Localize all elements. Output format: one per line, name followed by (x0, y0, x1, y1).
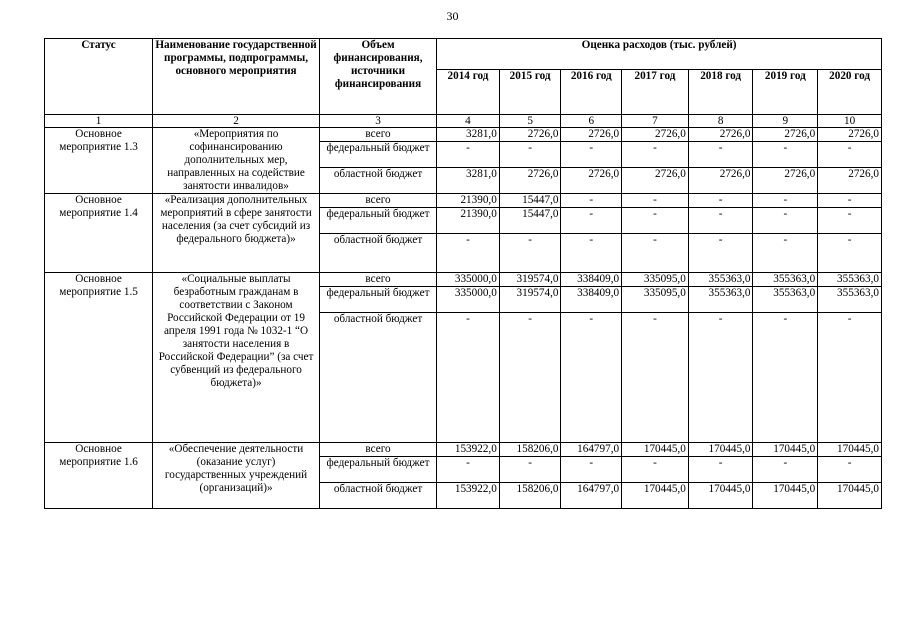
table-row (45, 128, 882, 142)
source-label: областной бюджет (319, 234, 436, 273)
value-cell: - (753, 234, 818, 273)
source-label: федеральный бюджет (319, 142, 436, 168)
row-name: «Реализация дополнительных мероприятий в сфере занятости населения (за счет субсидий из федерального бюджета)» (153, 194, 320, 273)
value-cell: - (622, 313, 689, 443)
header-status: Статус (45, 39, 153, 115)
value-cell: 3281,0 (437, 128, 500, 142)
column-number-3: 3 (319, 115, 436, 128)
value-cell: - (818, 313, 882, 443)
value-cell: 153922,0 (437, 443, 500, 457)
value-cell: 15447,0 (499, 208, 561, 234)
column-number-5: 5 (499, 115, 561, 128)
value-cell: - (561, 234, 622, 273)
column-number-4: 4 (437, 115, 500, 128)
value-cell: 170445,0 (753, 483, 818, 509)
value-cell: - (499, 234, 561, 273)
header-year-5: 2018 год (688, 70, 753, 115)
value-cell: - (499, 142, 561, 168)
source-label: федеральный бюджет (319, 287, 436, 313)
value-cell: - (818, 142, 882, 168)
value-cell: 338409,0 (561, 287, 622, 313)
value-cell: - (818, 234, 882, 273)
value-cell: 319574,0 (499, 273, 561, 287)
row-name: «Социальные выплаты безработным гражданам в соответствии с Законом Российской Федерации от 19 апреля 1991 года № 1032-1 “О занятости населения в Российской Федерации” (за счет субвенций из федерального бюджета)» (153, 273, 320, 443)
value-cell: - (753, 457, 818, 483)
source-label: всего (319, 273, 436, 287)
value-cell: 355363,0 (818, 273, 882, 287)
header-year-7: 2020 год (818, 70, 882, 115)
column-number-2: 2 (153, 115, 320, 128)
source-label: областной бюджет (319, 168, 436, 194)
value-cell: - (688, 194, 753, 208)
value-cell: 158206,0 (499, 483, 561, 509)
value-cell: 2726,0 (561, 128, 622, 142)
value-cell: 2726,0 (499, 128, 561, 142)
row-status: Основное мероприятие 1.5 (45, 273, 153, 443)
value-cell: 164797,0 (561, 443, 622, 457)
value-cell: - (688, 313, 753, 443)
value-cell: - (818, 457, 882, 483)
value-cell: 21390,0 (437, 194, 500, 208)
value-cell: - (753, 313, 818, 443)
value-cell: - (561, 457, 622, 483)
value-cell: 170445,0 (622, 443, 689, 457)
header-year-2: 2015 год (499, 70, 561, 115)
header-name: Наименование государственной программы, подпрограммы, основного мероприятия (153, 39, 320, 115)
value-cell: - (622, 208, 689, 234)
value-cell: - (437, 234, 500, 273)
value-cell: 335095,0 (622, 273, 689, 287)
value-cell: 355363,0 (818, 287, 882, 313)
value-cell: 170445,0 (818, 483, 882, 509)
value-cell: - (688, 457, 753, 483)
header-year-3: 2016 год (561, 70, 622, 115)
value-cell: 2726,0 (688, 168, 753, 194)
value-cell: - (688, 208, 753, 234)
value-cell: - (622, 142, 689, 168)
value-cell: - (561, 142, 622, 168)
source-label: всего (319, 194, 436, 208)
value-cell: 153922,0 (437, 483, 500, 509)
value-cell: 335000,0 (437, 273, 500, 287)
value-cell: 335000,0 (437, 287, 500, 313)
row-status: Основное мероприятие 1.4 (45, 194, 153, 273)
value-cell: - (688, 234, 753, 273)
value-cell: - (561, 194, 622, 208)
value-cell: 355363,0 (753, 287, 818, 313)
value-cell: 170445,0 (622, 483, 689, 509)
value-cell: 2726,0 (622, 128, 689, 142)
value-cell: - (437, 142, 500, 168)
value-cell: - (437, 457, 500, 483)
row-name: «Мероприятия по софинансированию дополнительных мер, направленных на содействие занятости инвалидов» (153, 128, 320, 194)
table-row (45, 273, 882, 287)
budget-table (44, 38, 882, 509)
column-number-8: 8 (688, 115, 753, 128)
value-cell: 170445,0 (688, 483, 753, 509)
value-cell: 15447,0 (499, 194, 561, 208)
value-cell: 2726,0 (818, 128, 882, 142)
row-status: Основное мероприятие 1.6 (45, 443, 153, 509)
value-cell: - (499, 457, 561, 483)
row-status: Основное мероприятие 1.3 (45, 128, 153, 194)
source-label: областной бюджет (319, 313, 436, 443)
value-cell: 170445,0 (753, 443, 818, 457)
page-number: 30 (446, 9, 459, 23)
source-label: всего (319, 443, 436, 457)
value-cell: 355363,0 (688, 273, 753, 287)
header-volume: Объем финансирования, источники финансирования (319, 39, 436, 115)
column-number-6: 6 (561, 115, 622, 128)
column-number-10: 10 (818, 115, 882, 128)
value-cell: 21390,0 (437, 208, 500, 234)
column-number-9: 9 (753, 115, 818, 128)
source-label: федеральный бюджет (319, 457, 436, 483)
value-cell: 2726,0 (818, 168, 882, 194)
header-estimate: Оценка расходов (тыс. рублей) (437, 39, 882, 70)
value-cell: - (622, 457, 689, 483)
header-year-6: 2019 год (753, 70, 818, 115)
header-year-1: 2014 год (437, 70, 500, 115)
value-cell: 2726,0 (753, 168, 818, 194)
value-cell: - (499, 313, 561, 443)
value-cell: - (818, 194, 882, 208)
value-cell: 319574,0 (499, 287, 561, 313)
value-cell: 164797,0 (561, 483, 622, 509)
value-cell: - (622, 194, 689, 208)
source-label: всего (319, 128, 436, 142)
value-cell: - (753, 208, 818, 234)
value-cell: 338409,0 (561, 273, 622, 287)
value-cell: 158206,0 (499, 443, 561, 457)
value-cell: 355363,0 (688, 287, 753, 313)
value-cell: 335095,0 (622, 287, 689, 313)
row-name: «Обеспечение деятельности (оказание услуг) государственных учреждений (организаций)» (153, 443, 320, 509)
value-cell: - (753, 142, 818, 168)
value-cell: 2726,0 (688, 128, 753, 142)
table-row (45, 443, 882, 457)
value-cell: 170445,0 (688, 443, 753, 457)
value-cell: - (622, 234, 689, 273)
source-label: федеральный бюджет (319, 208, 436, 234)
column-number-7: 7 (622, 115, 689, 128)
value-cell: 355363,0 (753, 273, 818, 287)
value-cell: 2726,0 (499, 168, 561, 194)
value-cell: - (437, 313, 500, 443)
value-cell: - (818, 208, 882, 234)
value-cell: 2726,0 (561, 168, 622, 194)
value-cell: 2726,0 (753, 128, 818, 142)
column-number-1: 1 (45, 115, 153, 128)
value-cell: - (561, 208, 622, 234)
value-cell: 2726,0 (622, 168, 689, 194)
source-label: областной бюджет (319, 483, 436, 509)
value-cell: - (753, 194, 818, 208)
value-cell: - (688, 142, 753, 168)
table-row (45, 194, 882, 208)
value-cell: 3281,0 (437, 168, 500, 194)
value-cell: 170445,0 (818, 443, 882, 457)
header-year-4: 2017 год (622, 70, 689, 115)
value-cell: - (561, 313, 622, 443)
